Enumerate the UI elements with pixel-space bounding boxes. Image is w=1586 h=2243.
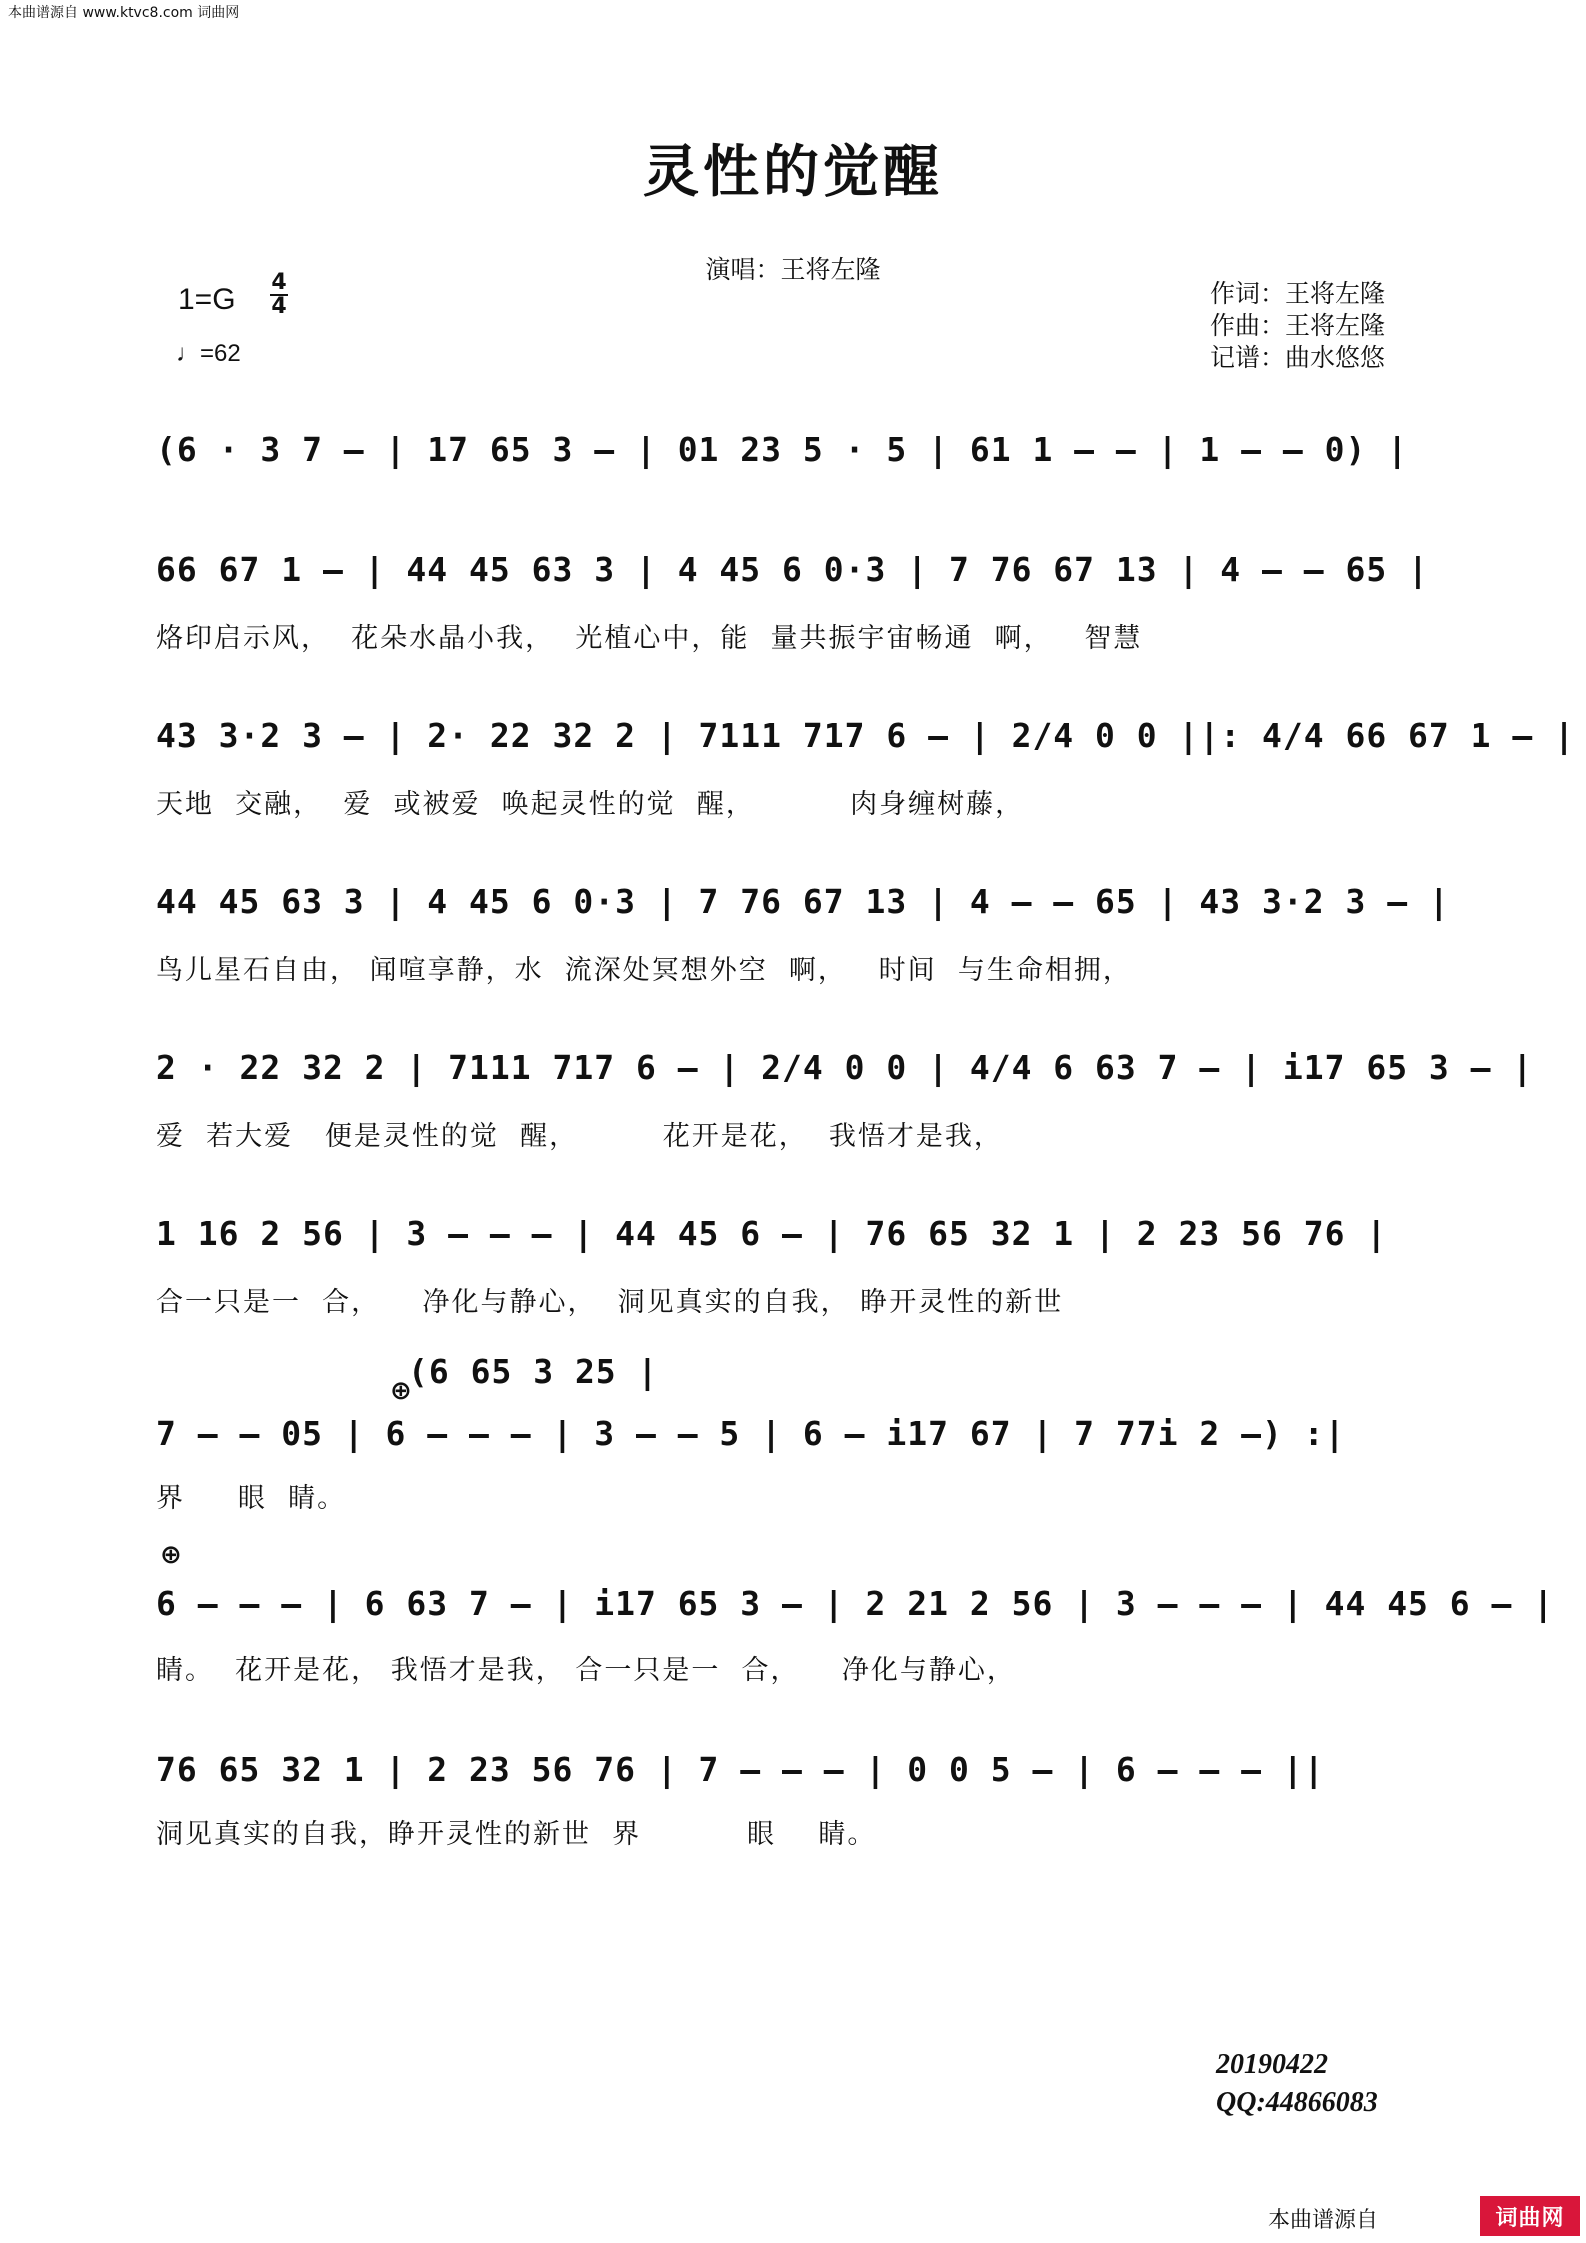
time-signature-bottom: 4 xyxy=(271,294,287,319)
system-notes: 1 16 2 56 | 3 – – – | 44 45 6 – | 76 65 32 1 | 2 23 56 76 | xyxy=(156,1214,1388,1253)
system-notes: 43 3·2 3 – | 2· 22 32 2 | 7111 717 6 – | 2/4 0 0 ||: 4/4 66 67 1 – | xyxy=(156,716,1576,755)
site-logo[interactable]: 词曲网 xyxy=(1480,2196,1580,2236)
time-signature xyxy=(270,272,288,318)
system-notes: 7 – – 05 | 6 – – – | 3 – – 5 | 6 – i17 67 | 7 77i 2 –) :| xyxy=(156,1414,1346,1453)
coda-sign-icon: ⊕ xyxy=(390,1376,412,1406)
source-note: 本曲谱源自 www.ktvc8.com 词曲网 xyxy=(8,5,240,21)
system-notes: 2 · 22 32 2 | 7111 717 6 – | 2/4 0 0 | 4/4 6 63 7 – | i17 65 3 – | xyxy=(156,1048,1534,1087)
system-lyrics: 爱 若大爱 便是灵性的觉 醒， 花开是花， 我悟才是我， xyxy=(156,1121,1003,1152)
system-lyrics: 合一只是一 合， 净化与静心， 洞见真实的自我， 睁开灵性的新世 xyxy=(156,1287,1064,1318)
qq-contact: QQ:44866083 xyxy=(1216,2087,1378,2118)
system-notes: 66 67 1 – | 44 45 63 3 | 4 45 6 0·3 | 7 76 67 13 | 4 – – 65 | xyxy=(156,550,1429,589)
system-lyrics: 鸟儿星石自由， 闻喧享静，水 流深处冥想外空 啊， 时间 与生命相拥， xyxy=(156,955,1132,986)
system-lyrics: 天地 交融， 爱 或被爱 唤起灵性的觉 醒， 肉身缠树藤， xyxy=(156,789,1025,820)
time-signature-top: 4 xyxy=(271,270,287,295)
system-notes: 6 – – – | 6 63 7 – | i17 65 3 – | 2 21 2 56 | 3 – – – | 44 45 6 – | xyxy=(156,1584,1555,1623)
coda-sign-icon: ⊕ xyxy=(160,1540,182,1570)
transcriber-credit: 记谱：曲水悠悠 xyxy=(1210,343,1386,372)
system-upper-notes: (6 65 3 25 | xyxy=(408,1352,659,1391)
footer-source-text: 本曲谱源自 xyxy=(1268,2208,1379,2233)
tempo-marking: ♩=62 xyxy=(176,340,241,367)
date-text: 20190422 xyxy=(1216,2049,1328,2080)
song-title: 灵性的觉醒 xyxy=(643,139,943,205)
system-notes: 44 45 63 3 | 4 45 6 0·3 | 7 76 67 13 | 4 – – 65 | 43 3·2 3 – | xyxy=(156,882,1450,921)
system-notes: (6 · 3 7 – | 17 65 3 – | 01 23 5 · 5 | 61 1 – – | 1 – – 0) | xyxy=(156,430,1409,469)
date-and-contact xyxy=(1216,2046,1378,2122)
composer-credit: 作曲：王将左隆 xyxy=(1210,311,1386,340)
system-lyrics: 界 眼 睛。 xyxy=(156,1483,347,1514)
credits-block xyxy=(1210,278,1385,374)
system-lyrics: 洞见真实的自我，睁开灵性的新世 界 眼 睛。 xyxy=(156,1819,877,1850)
key-signature: 1=G xyxy=(178,283,236,316)
system-lyrics: 烙印启示风， 花朵水晶小我， 光植心中，能 量共振宇宙畅通 啊， 智慧 xyxy=(156,623,1143,654)
lyricist-credit: 作词：王将左隆 xyxy=(1210,279,1386,308)
system-lyrics: 睛。 花开是花， 我悟才是我， 合一只是一 合， 净化与静心， xyxy=(156,1655,1016,1686)
singer-line: 演唱：王将左隆 xyxy=(705,255,881,284)
system-notes: 76 65 32 1 | 2 23 56 76 | 7 – – – | 0 0 5 – | 6 – – – || xyxy=(156,1750,1325,1789)
